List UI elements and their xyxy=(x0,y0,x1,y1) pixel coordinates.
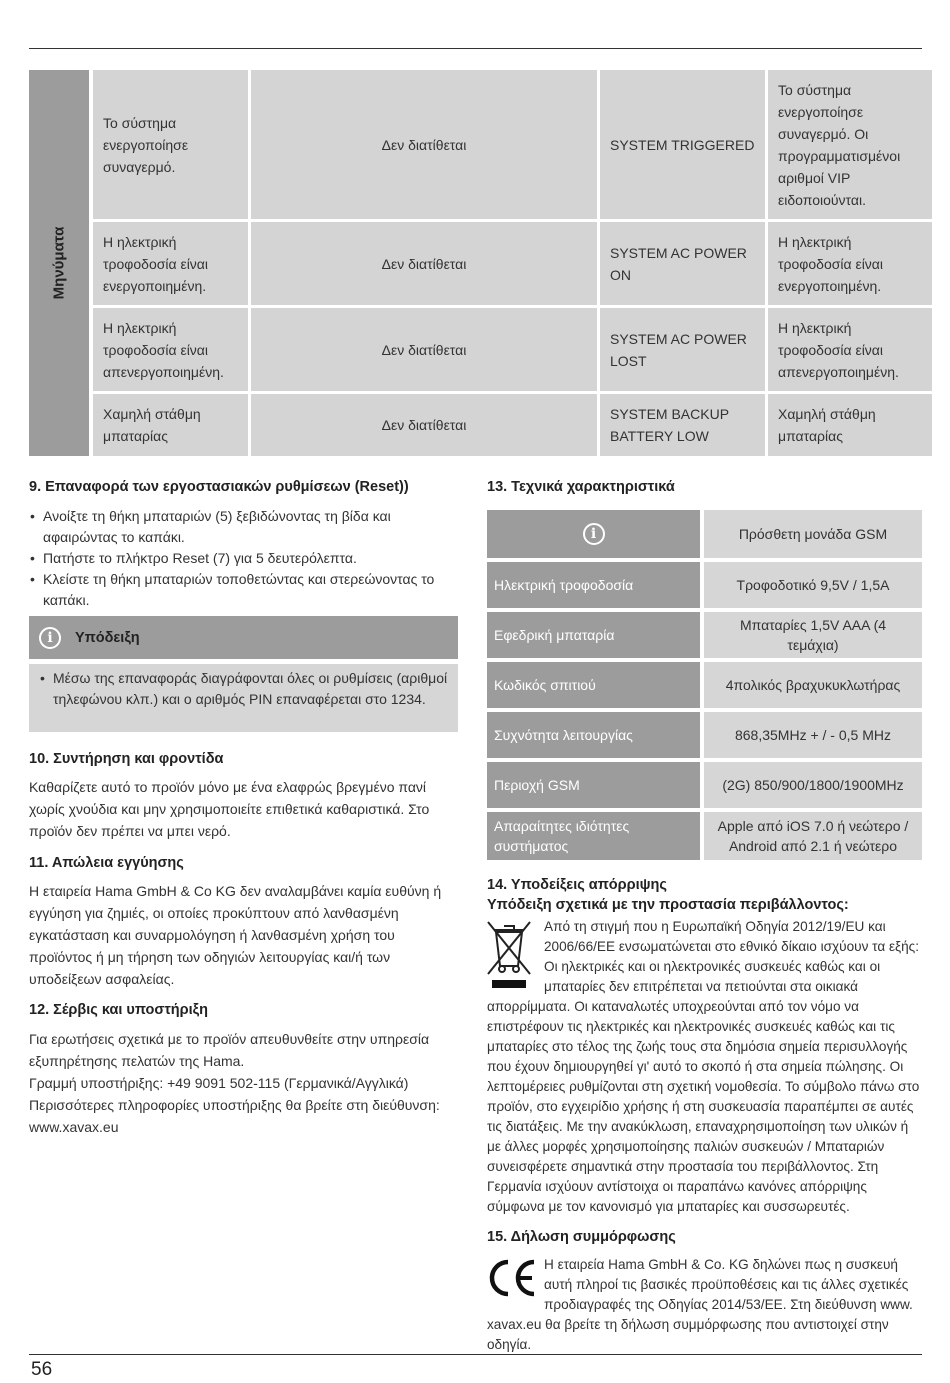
bottom-rule xyxy=(29,1354,922,1355)
table-cell: Δεν διατίθεται xyxy=(251,394,597,456)
spec-label: Περιοχή GSM xyxy=(487,762,700,808)
list-item: • Κλείστε τη θήκη μπαταριών τοποθετώντας και στερεώνοντας το καπάκι. xyxy=(43,569,453,611)
spec-value: Μπαταρίες 1,5V AAA (4 τεμάχια) xyxy=(704,612,922,658)
section-14-subtitle: Υπόδειξη σχετικά με την προστασία περιβάλλοντος: xyxy=(487,897,849,913)
section-15-text: Η εταιρεία Hama GmbH & Co. KG δηλώνει πως η συσκευή αυτή πληροί τις βασικές προϋποθέσεις και τις άλλες σχετικές προδιαγραφές της Οδηγίας 2014/53/ΕΕ. Στη διεύθυνση www. xavax.eu θα βρείτε τη δήλωση συμμόρφωσης που αντιστοιχεί στην οδηγία. xyxy=(487,1257,913,1352)
spec-label: Ηλεκτρική τροφοδοσία xyxy=(487,562,700,608)
spec-value: Apple από iOS 7.0 ή νεώτερο / Android από 2.1 ή νεώτερο xyxy=(704,812,922,860)
section-15-title: 15. Δήλωση συμμόρφωσης xyxy=(487,1229,676,1245)
spec-header: Πρόσθετη μονάδα GSM xyxy=(704,510,922,558)
table-cell: Δεν διατίθεται xyxy=(251,70,597,219)
note-text: • Μέσω της επαναφοράς διαγράφονται όλες οι ρυθμίσεις (αριθμοί τηλεφώνου κλπ.) και ο αριθμός PIN επαναφέρεται στο 1234. xyxy=(53,668,448,710)
table-row xyxy=(487,510,922,558)
table-cell: Η ηλεκτρική τροφοδοσία είναι ενεργοποιημένη. xyxy=(768,222,932,305)
table-row xyxy=(487,662,922,708)
section-14-title: 14. Υποδείξεις απόρριψης xyxy=(487,877,667,893)
messages-side-label: Μηνύματα xyxy=(29,70,89,456)
spec-label: Συχνότητα λειτουργίας xyxy=(487,712,700,758)
table-cell: Χαμηλή στάθμη μπαταρίας xyxy=(768,394,932,456)
spec-value: 4πολικός βραχυκυκλωτήρας xyxy=(704,662,922,708)
section-11-text: Η εταιρεία Hama GmbH & Co KG δεν αναλαμβάνει καμία ευθύνη ή εγγύηση για ζημιές, οι οποίες προκύπτουν από λανθασμένη εγκατάσταση και συναρμολόγηση ή λανθασμένη χρήση του προϊόντος ή μη τήρηση των οδηγιών λειτουργίας και/ή των υποδείξεων ασφαλείας. xyxy=(29,883,442,987)
table-cell: Η ηλεκτρική τροφοδοσία είναι απενεργοποιημένη. xyxy=(93,308,248,391)
page-number: 56 xyxy=(31,1359,53,1380)
spec-value: Τροφοδοτικό 9,5V / 1,5A xyxy=(704,562,922,608)
table-row xyxy=(487,712,922,758)
section-12-title: 12. Σέρβις και υποστήριξη xyxy=(29,1002,208,1018)
top-rule xyxy=(29,48,922,49)
section-11-title: 11. Απώλεια εγγύησης xyxy=(29,855,184,871)
info-icon: i xyxy=(583,523,605,545)
table-row xyxy=(487,612,922,658)
list-item: • Πατήστε το πλήκτρο Reset (7) για 5 δευτερόλεπτα. xyxy=(43,548,453,569)
support-text: Για ερωτήσεις σχετικά με το προϊόν απευθυνθείτε στην υπηρεσία εξυπηρέτησης πελατών της Hama. xyxy=(29,1031,430,1069)
table-row xyxy=(487,562,922,608)
spec-label: Κωδικός σπιτιού xyxy=(487,662,700,708)
table-cell: Η ηλεκτρική τροφοδοσία είναι απενεργοποιημένη. xyxy=(768,308,932,391)
table-cell: Δεν διατίθεται xyxy=(251,222,597,305)
table-cell: Το σύστημα ενεργοποίησε συναγερμό. Οι προγραμματισμένοι αριθμοί VIP ειδοποιούνται. xyxy=(768,70,932,219)
info-icon: i xyxy=(39,627,61,649)
table-row xyxy=(487,812,922,860)
note-header xyxy=(29,616,458,659)
spec-value: (2G) 850/900/1800/1900MHz xyxy=(704,762,922,808)
note-title: Υπόδειξη xyxy=(75,629,140,646)
section-12-text xyxy=(29,1028,459,1138)
section-13-title: 13. Τεχνικά χαρακτηριστικά xyxy=(487,479,675,495)
table-cell: SYSTEM AC POWER LOST xyxy=(600,308,765,391)
table-cell: SYSTEM BACKUP BATTERY LOW xyxy=(600,394,765,456)
spec-header-icon-cell xyxy=(487,510,700,558)
table-cell: Δεν διατίθεται xyxy=(251,308,597,391)
table-cell: SYSTEM TRIGGERED xyxy=(600,70,765,219)
spec-label: Εφεδρική μπαταρία xyxy=(487,612,700,658)
list-item: • Ανοίξτε τη θήκη μπαταριών (5) ξεβιδώνοντας τη βίδα και αφαιρώντας το καπάκι. xyxy=(43,506,453,548)
table-cell: Το σύστημα ενεργοποίησε συναγερμό. xyxy=(93,70,248,219)
table-cell: Χαμηλή στάθμη μπαταρίας xyxy=(93,394,248,456)
table-cell: SYSTEM AC POWER ON xyxy=(600,222,765,305)
table-cell: Η ηλεκτρική τροφοδοσία είναι ενεργοποιημένη. xyxy=(93,222,248,305)
spec-value: 868,35MHz + / - 0,5 MHz xyxy=(704,712,922,758)
note-body xyxy=(29,664,458,732)
section-14-text: Από τη στιγμή που η Ευρωπαϊκή Οδηγία 2012/19/EU και 2006/66/EE ενσωματώνεται στο εθνικό δίκαιο ισχύουν τα εξής: Οι ηλεκτρικές και οι ηλεκτρονικές συσκευές καθώς και οι μπαταρίες δεν επιτρέπεται να πετιούνται στα οικιακά απορρίμματα. Οι καταναλωτές υποχρεούνται από τον νόμο να επιστρέφουν τις ηλεκτρικές και ηλεκτρονικές συσκευές καθώς και τις μπαταρίες στο τέλος της ζωής τους στα δημόσια σημεία περισυλλογής που έχουν δημιουργηθεί γι' αυτό το σκοπό ή στα σημεία πώλησης. Οι λεπτομέρειες ρυθμίζονται στη σχετική νομοθεσία. Το σύμβολο πάνω στο προϊόν, στο εγχειρίδιο χρήσης ή στη συσκευασία παραπέμπει σε αυτές τις διατάξεις. Με την ανακύκλωση, επαναχρησιμοποίηση των υλικών ή με άλλες μορφές χρησιμοποίησης παλιών συσκευών / Μπαταριών συνεισφέρετε σημαντικά στην προστασία του περιβάλλοντος. Στη Γερμανία ισχύουν αντίστοιχα οι παραπάνω κανόνες απόρριψης σύμφωνα με τον κανονισμό για μπαταρίες και συσσωρευτές. xyxy=(487,919,920,1214)
table-row xyxy=(487,762,922,808)
section-9-title: 9. Επαναφορά των εργοστασιακών ρυθμίσεων (Reset)) xyxy=(29,479,409,495)
support-more: Περισσότερες πληροφορίες υποστήριξης θα βρείτε στη διεύθυνση: xyxy=(29,1097,440,1113)
support-hotline: Γραμμή υποστήριξης: +49 9091 502-115 (Γερμανικά/Αγγλικά) xyxy=(29,1075,409,1091)
messages-table xyxy=(29,70,932,456)
spec-label: Απαραίτητες ιδιότητες συστήματος xyxy=(487,812,700,860)
section-10-text: Καθαρίζετε αυτό το προϊόν μόνο με ένα ελαφρώς βρεγμένο πανί χωρίς χνούδια και μην χρησιμοποιείτε επιθετικά καθαριστικά. Στο προϊόν δεν πρέπει να μπει νερό. xyxy=(29,779,430,839)
support-website: www.xavax.eu xyxy=(29,1119,119,1135)
section-10-title: 10. Συντήρηση και φροντίδα xyxy=(29,751,224,767)
